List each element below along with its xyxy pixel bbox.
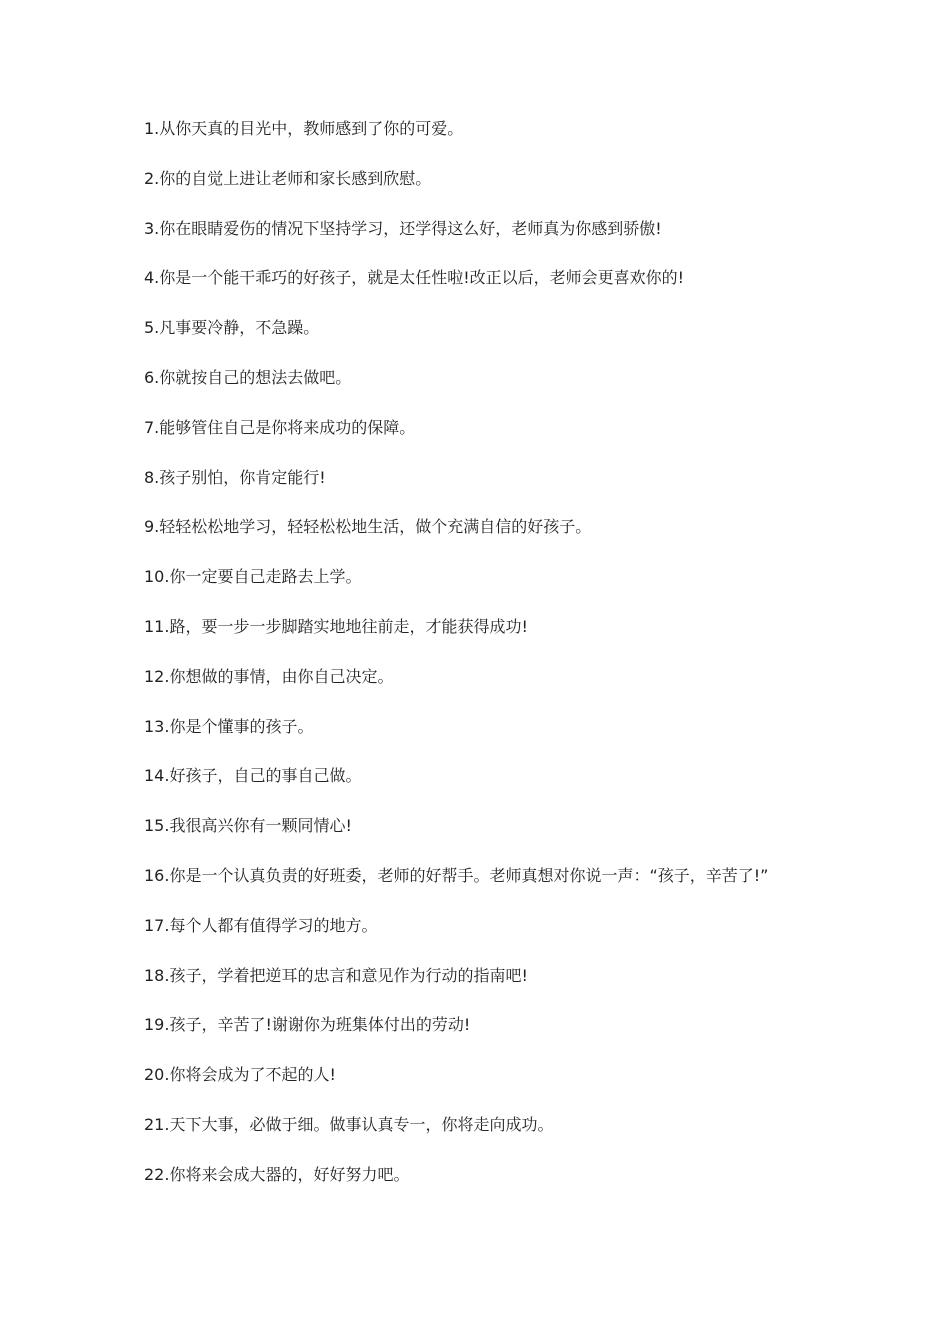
- text-line-6: 6.你就按自己的想法去做吧。: [144, 367, 352, 387]
- text-line-1: 1.从你天真的目光中，教师感到了你的可爱。: [144, 119, 464, 138]
- text-line-12: 12.你想做的事情，由你自己决定。: [144, 666, 394, 686]
- text-line-2: 2.你的自觉上进让老师和家长感到欣慰。: [144, 168, 432, 188]
- text-line-18: 18.孩子，学着把逆耳的忠言和意见作为行动的指南吧!: [144, 965, 528, 985]
- text-line-16: 16.你是一个认真负责的好班委，老师的好帮手。老师真想对你说一声：“孩子，辛苦了!”: [144, 865, 769, 885]
- text-line-22: 22.你将来会成大器的，好好努力吧。: [144, 1164, 410, 1184]
- text-line-5: 5.凡事要冷静，不急躁。: [144, 318, 320, 338]
- document-body: [144, 116, 794, 1212]
- text-line-13: 13.你是个懂事的孩子。: [144, 716, 314, 736]
- text-line-20: 20.你将会成为了不起的人!: [144, 1065, 336, 1085]
- text-line-21: 21.天下大事，必做于细。做事认真专一，你将走向成功。: [144, 1114, 554, 1134]
- text-line-7: 7.能够管住自己是你将来成功的保障。: [144, 417, 416, 437]
- text-line-8: 8.孩子别怕，你肯定能行!: [144, 467, 326, 487]
- text-line-17: 17.每个人都有值得学习的地方。: [144, 915, 378, 935]
- text-line-4: 4.你是一个能干乖巧的好孩子，就是太任性啦!改正以后，老师会更喜欢你的!: [144, 268, 685, 288]
- text-line-14: 14.好孩子，自己的事自己做。: [144, 766, 362, 786]
- text-line-10: 10.你一定要自己走路去上学。: [144, 567, 362, 587]
- text-line-15: 15.我很高兴你有一颗同情心!: [144, 816, 352, 836]
- text-line-9: 9.轻轻松松地学习，轻轻松松地生活，做个充满自信的好孩子。: [144, 517, 592, 537]
- text-line-11: 11.路，要一步一步脚踏实地地往前走，才能获得成功!: [144, 616, 528, 636]
- text-line-3: 3.你在眼睛爱伤的情况下坚持学习，还学得这么好，老师真为你感到骄傲!: [144, 218, 662, 238]
- text-line-19: 19.孩子，辛苦了!谢谢你为班集体付出的劳动!: [144, 1015, 471, 1035]
